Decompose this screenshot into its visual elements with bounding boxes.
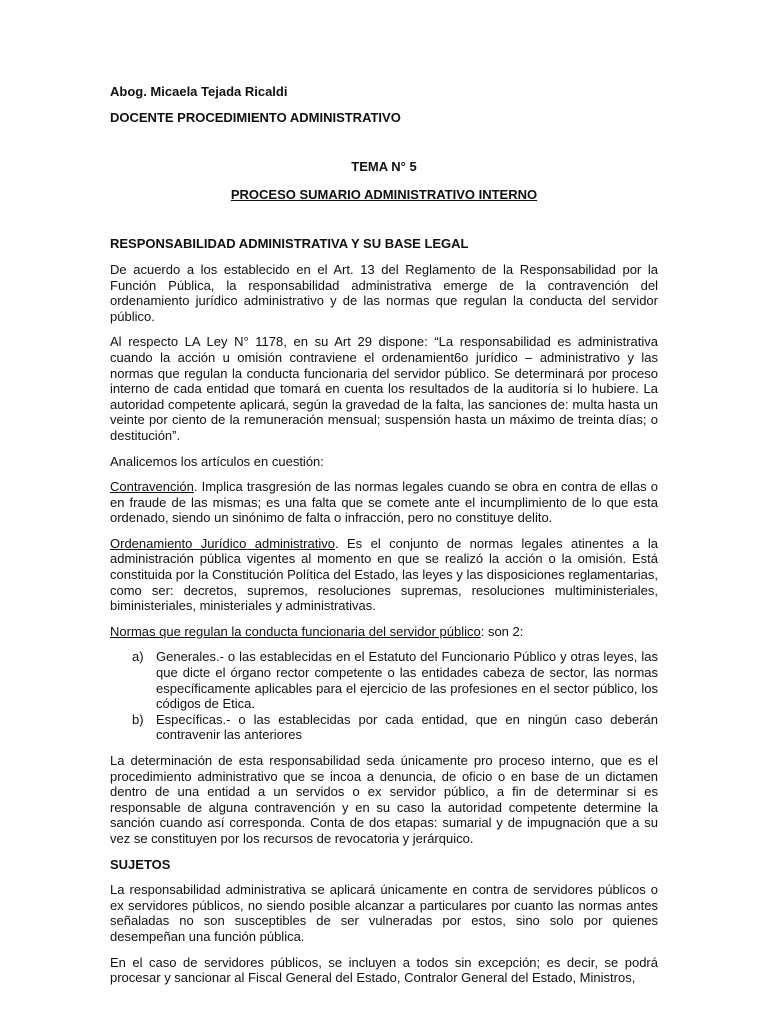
section-heading-responsabilidad: RESPONSABILIDAD ADMINISTRATIVA Y SU BASE LEGAL — [110, 236, 469, 252]
author-name: Abog. Micaela Tejada Ricaldi — [110, 84, 288, 99]
paragraph-sujetos-2: En el caso de servidores públicos, se incluyen a todos sin excepción; es decir, se podrá procesar y sancionar al Fiscal General del Estado, Contralor General del Estado, Ministros, — [110, 954, 658, 986]
paragraph-analicemos: Analicemos los artículos en cuestión: — [110, 453, 324, 469]
paragraph-normas — [110, 624, 658, 640]
term-contravencion: Contravención — [110, 479, 194, 495]
list-item-text: Generales.- o las establecidas en el Estatuto del Funcionario Público y otras leyes, las que dicte el órgano rector competente o las entidades cabeza de sector, las normas específicamente aplicables para el ejercicio de las profesiones en el sector público, los códigos de Etica. — [156, 649, 658, 712]
paragraph-art-13: De acuerdo a los establecido en el Art. 13 del Reglamento de la Responsabilidad por la Función Pública, la responsabilidad administrativa emerge de la contravención del ordenamiento jurídico administrativo y de las normas que regulan la conducta del servidor público. — [110, 261, 658, 324]
definition-contravencion: . Implica trasgresión de las normas legales cuando se obra en contra de ellas o en fraude de las mismas; es una falta que se comete ante el incumplimiento de lo que esta ordenado, siendo un sinónimo de falta o infracción, pero no constituye delito. — [110, 479, 658, 526]
term-normas: Normas que regulan la conducta funcionaria del servidor público — [110, 623, 481, 639]
paragraph-contravencion — [110, 479, 658, 526]
document-page — [110, 84, 658, 996]
paragraph-sujetos-1: La responsabilidad administrativa se aplicará únicamente en contra de servidores públicos o ex servidores públicos, no siendo posible alcanzar a particulares por cuanto las normas antes señaladas no son susceptibles de ser vulneradas por estos, sino solo por quienes desempeñan una función pública. — [110, 882, 658, 944]
definition-ordenamiento: . Es el conjunto de normas legales atinentes a la administración pública vigentes al momento en que se realizó la acción o la omisión. Está constituida por la Constitución Política del Estado, las leyes y las disposiciones reglamentarias, como ser: decretos, supremos, resoluciones supremas, resoluciones multiministeriales, biministeriales, ministeriales y administrativas. — [110, 535, 659, 614]
list-marker: a) — [132, 649, 144, 665]
list-item-text: Específicas.- o las establecidas por cada entidad, que en ningún caso deberán contravenir las anteriores — [156, 711, 658, 743]
paragraph-ordenamiento — [110, 536, 658, 614]
topic-number: TEMA N° 5 — [351, 159, 417, 175]
author-role: DOCENTE PROCEDIMIENTO ADMINISTRATIVO — [110, 109, 401, 125]
paragraph-ley-1178: Al respecto LA Ley N° 1178, en su Art 29 dispone: “La responsabilidad es administrativa cuando la acción u omisión contraviene el ordenamient6o jurídico – administrativo y las normas que regulan la conducta funcionaria del servidor público. Se determinará por proceso interno de cada entidad que tomará en cuenta los resultados de la auditoría si lo hubiere. La autoridad competente aplicará, según la gravedad de la falta, las sanciones de: multa hasta un veinte por ciento de la remuneración mensual; suspensión hasta un máximo de treinta días; o destitución”. — [110, 334, 658, 443]
paragraph-determinacion: La determinación de esta responsabilidad seda únicamente pro proceso interno, que es el procedimiento administrativo que se incoa a denuncia, de oficio o en base de un dictamen dentro de una entidad a un servidos o ex servidor público, a fin de determinar si es responsable de alguna contravención y en su caso la autoridad competente determine la sanción cuando así corresponda. Conta de dos etapas: sumarial y de impugnación que a su vez se constituyen por los recursos de revocatoria y jerárquico. — [110, 753, 658, 846]
list-marker: b) — [132, 711, 144, 727]
topic-title: PROCESO SUMARIO ADMINISTRATIVO INTERNO — [230, 186, 538, 202]
section-heading-sujetos: SUJETOS — [110, 856, 171, 872]
list-item — [110, 712, 658, 743]
term-ordenamiento: Ordenamiento Jurídico administrativo — [110, 535, 335, 551]
norms-list — [110, 649, 658, 743]
list-item — [110, 649, 658, 711]
definition-normas: : son 2: — [480, 623, 524, 639]
